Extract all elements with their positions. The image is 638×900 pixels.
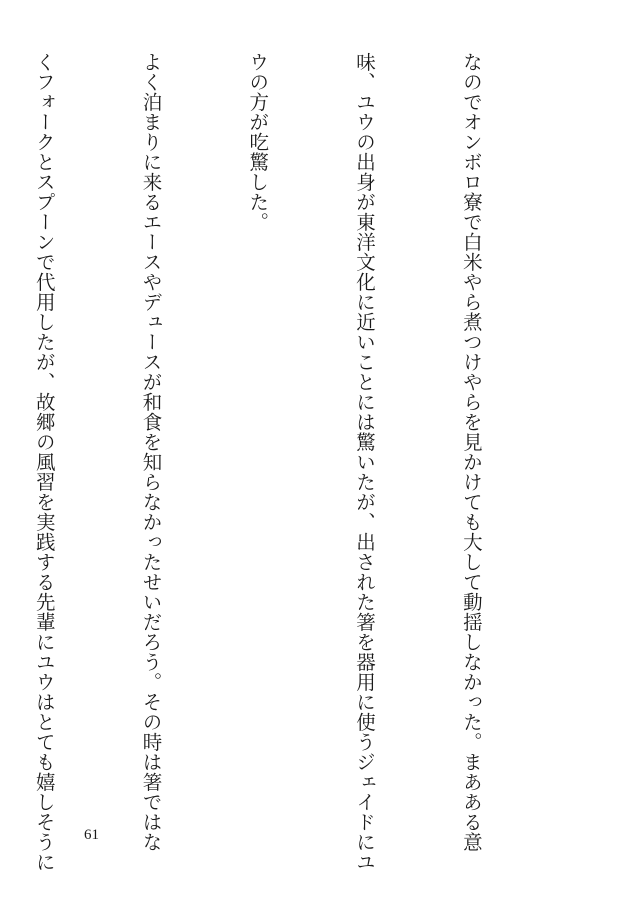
page-number: 61 xyxy=(84,827,99,843)
text-line: なのでオンボロ寮で白米やら煮つけやらを見かけても大して動揺しなかった。まあある意 xyxy=(459,52,483,852)
text-line: ウの方が吃驚した。 xyxy=(246,52,270,232)
text-line: 味、ユウの出身が東洋文化に近いことには驚いたが、出された箸を器用に使うジェイドにユ xyxy=(353,52,377,872)
text-line: よく泊まりに来るエースやデュースが和食を知らなかったせいだろう。その時は箸ではな xyxy=(139,52,163,852)
text-line: くフォークとスプーンで代用したが、故郷の風習を実践する先輩にユウはとても嬉しそうに xyxy=(32,52,56,872)
